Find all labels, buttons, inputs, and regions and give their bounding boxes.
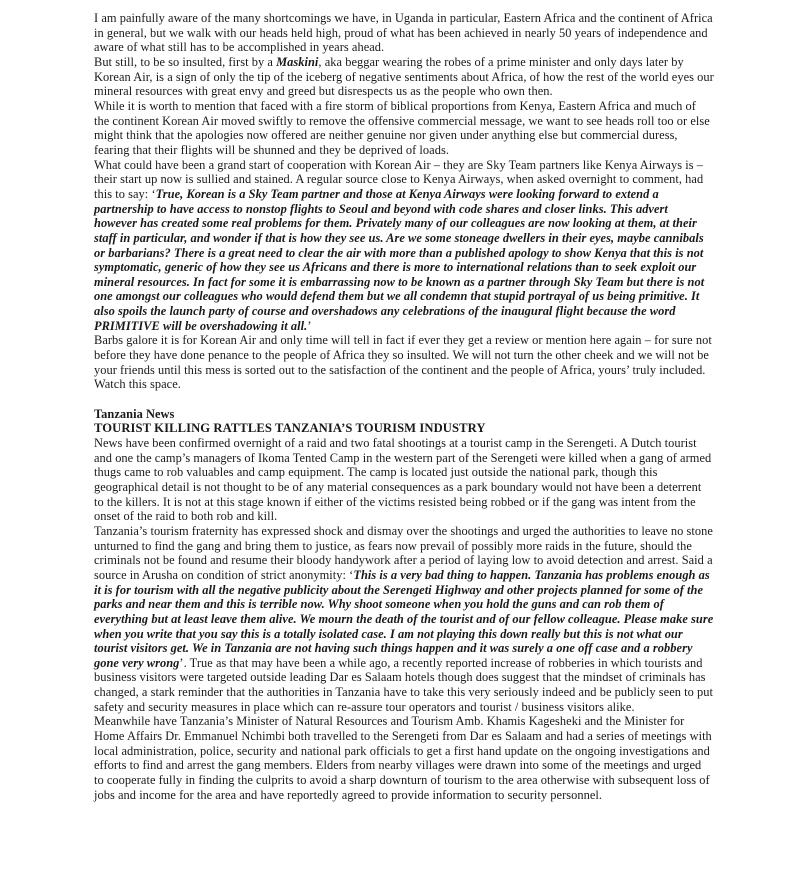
paragraph [94,55,714,99]
text-run: Tanzania’s tourism fraternity has expressed shock and dismay over the shootings and urged the authorities to leave no stone unturned to find the gang and bring them to justice, as fears now prevail of possibly more raids in the future, should the criminals not be found and resume their bloody handywork after a period of laying low to avoid detection and arrest. Said a source in Arusha on condition of strict anonymity: ‘ [94,523,713,582]
quote-arusha-source: This is a very bad thing to happen. Tanzania has problems enough as it is for tourism with all the negative publicity about the Serengeti Highway and other projects planned for some of the parks and near them and this is terrible now. Why shoot someone when you hold the guns and can rob them of everything but at least leave them alive. We mourn the death of the tourist and of our fellow colleague. Please make sure when you write that you say this is a totally isolated case. I am not playing this down really but this is not what our tourist visitors get. We in Tanzania are not having such things happen and it was surely a one off case and a robbery gone very wrong [94,567,714,670]
section-heading: Tanzania News [94,406,175,421]
paragraph [94,524,714,715]
text-run: But still, to be so insulted, first by a [94,54,277,69]
article-title: TOURIST KILLING RATTLES TANZANIA’S TOURISM INDUSTRY [94,421,486,436]
paragraph [94,158,714,334]
quote-kenya-airways-source: True, Korean is a Sky Team partner and those at Kenya Airways were looking forward to extend a partnership to have access to nonstop flights to Seoul and beyond with code shares and closer links. This advert however has created some real problems for them. Privately many of our colleagues are now looking at them, at their staff in particular, and wonder if that is how they see us. Are we some stoneage dwellers in their eyes, maybe cannibals or barbarians? There is a great need to clear the air with more than a published apology to show Kenya that this is not symptomatic, generic of how they see us Africans and there is more to international relations than to seek exploit our mineral resources. In fact for some it is embarrassing now to be known as a partner through Sky Team but there is not one amongst our colleagues who would defend them but we all condemn that stupid portrayal of us being primitive. It also spoils the launch party of course and overshadows any celebrations of the inaugural flight because the word PRIMITIVE will be overshadowing it all. [94,186,705,333]
paragraph: News have been confirmed overnight of a raid and two fatal shootings at a tourist camp in the Serengeti. A Dutch tourist and one the camp’s managers of Ikoma Tented Camp in the western part of the Serengeti were killed when a gang of armed thugs came to rob valuables and camp equipment. The camp is located just outside the national park, though this geographical detail is not thought to be of any material consequences as a park boundary would not have been a deterrent to the killers. It is not at this stage known if either of the victims resisted being robbed or if the gang was intent from the onset of the raid to both rob and kill. [94,435,712,524]
document-page [94,11,714,802]
text-run: ’ [307,318,312,333]
text-run: What could have been a grand start of cooperation with Korean Air – they are Sky Team partners like Kenya Airways is – their start up now is sullied and stained. A regular source close to Kenya Airways, when asked overnight to comment, had this to say: ‘ [94,157,704,201]
spacer [94,392,714,407]
paragraph: Barbs galore it is for Korean Air and only time will tell in fact if ever they get a review or mention here again – for sure not before they have done penance to the people of Africa they so insulted. We will not turn the other cheek and we will not be your friends until this mess is sorted out to the satisfaction of the continent and the people of Africa, yours’ truly included. Watch this space. [94,333,712,392]
paragraph: While it is worth to mention that faced with a fire storm of biblical proportions from Kenya, Eastern Africa and much of the continent Korean Air moved swiftly to remove the offensive commercial message, we want to see heads roll too or else might think that the apologies now offered are neither genuine nor given under anything else but commercial duress, fearing that their flights will be shunned and they be deprived of loads. [94,98,710,157]
emphasis-maskini: Maskini [276,54,319,69]
text-run: , aka beggar wearing the robes of a prime minister and only days later by Korean Air, is a sign of only the tip of the iceberg of negative sentiments about Africa, of how the rest of the world eyes our mineral resources with great envy and greed but disrespects us as the people who own then. [94,54,714,99]
text-run: ’. True as that may have been a while ago, a recently reported increase of robberies in which tourists and business visitors were targeted outside leading Dar es Salaam hotels though does suggest that the mindset of criminals has changed, a stark reminder that the authorities in Tanzania have to take this very seriously indeed and be publicly seen to put safety and security measures in place which can re-assure tour operators and tourist / business visitors alike. [94,655,714,714]
paragraph: Meanwhile have Tanzania’s Minister of Natural Resources and Tourism Amb. Khamis Kagesheki and the Minister for Home Affairs Dr. Emmanuel Nchimbi both travelled to the Serengeti from Dar es Salaam and had a series of meetings with local administration, police, security and national park officials to get a first hand update on the ongoing investigations and efforts to find and arrest the gang members. Elders from nearby villages were drawn into some of the meetings and urged to cooperate fully in finding the culprits to avoid a sharp downturn of tourism to the area otherwise with subsequent loss of jobs and income for the area and have reportedly agreed to provide information to security personnel. [94,714,712,802]
paragraph: I am painfully aware of the many shortcomings we have, in Uganda in particular, Eastern Africa and the continent of Africa in general, but we walk with our heads held high, proud of what has been achieved in nearly 50 years of independence and aware of what still has to be accomplished in years ahead. [94,11,713,55]
